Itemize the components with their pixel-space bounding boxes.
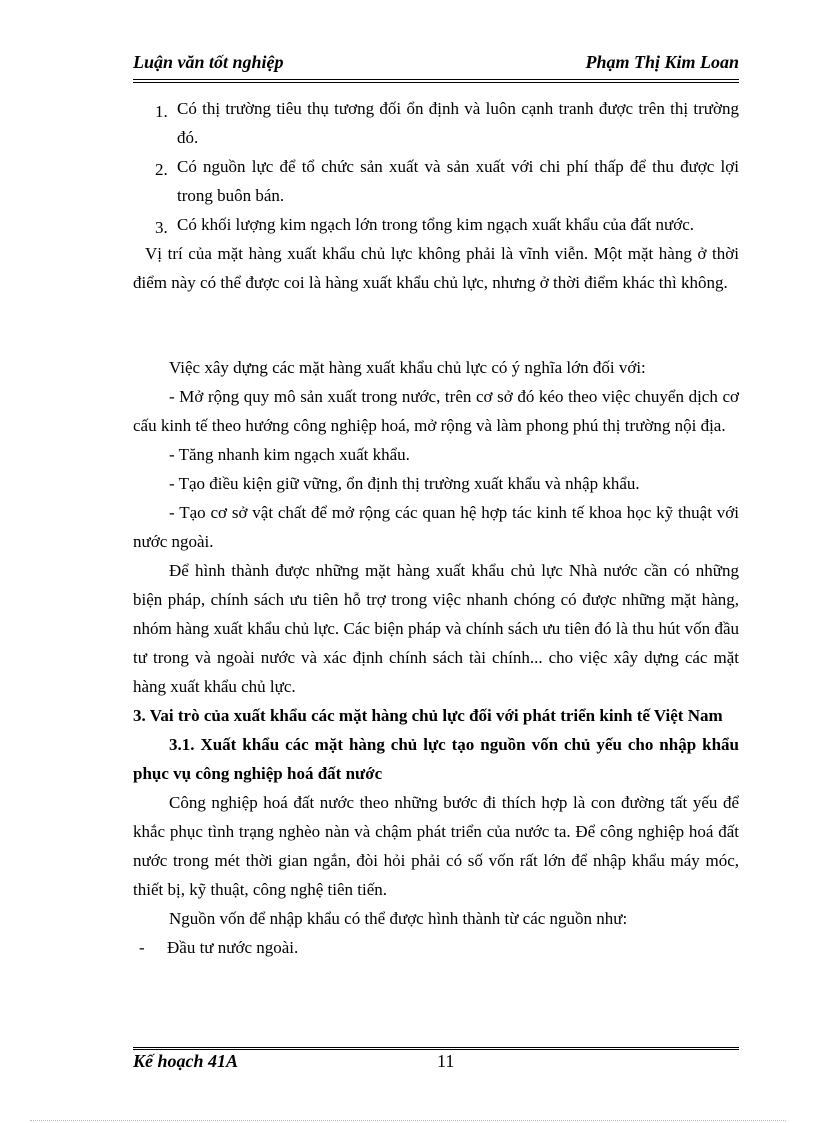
list-text: Có nguồn lực để tổ chức sản xuất và sản xuất với chi phí thấp để thu được lợi trong buôn bán. bbox=[177, 157, 739, 205]
page-header bbox=[133, 52, 739, 78]
footer-left: Kế hoạch 41A bbox=[133, 1051, 239, 1071]
page-edge-divider bbox=[30, 1120, 786, 1121]
bullet-item: - Tạo điều kiện giữ vững, ổn định thị trường xuất khẩu và nhập khẩu. bbox=[169, 474, 640, 493]
bullet-item: - Mở rộng quy mô sản xuất trong nước, trên cơ sở đó kéo theo việc chuyển dịch cơ cấu kinh tế theo hướng công nghiệp hoá, mở rộng và làm phong phú thị trường nội địa. bbox=[133, 387, 739, 435]
header-rule-secondary bbox=[133, 82, 739, 83]
footer-rule bbox=[133, 1047, 739, 1048]
footer-rule-secondary bbox=[133, 1049, 739, 1050]
document-body bbox=[133, 94, 739, 962]
paragraph: Công nghiệp hoá đất nước theo những bước đi thích hợp là con đường tất yếu để khắc phục tình trạng nghèo nàn và chậm phát triển của nước ta. Để công nghiệp hoá đất nước trong mét thời gian ngắn, đòi hỏi phải có số vốn rất lớn để nhập khẩu máy móc, thiết bị, kỹ thuật, công nghệ tiên tiến. bbox=[133, 793, 739, 899]
list-text: Có thị trường tiêu thụ tương đối ổn định và luôn cạnh tranh được trên thị trường đó. bbox=[177, 99, 739, 147]
bullet-item: - Tạo cơ sở vật chất để mở rộng các quan hệ hợp tác kinh tế khoa học kỹ thuật với nước ngoài. bbox=[133, 503, 739, 551]
paragraph: Vị trí của mặt hàng xuất khẩu chủ lực không phải là vĩnh viễn. Một mặt hàng ở thời điểm này có thể được coi là hàng xuất khẩu chủ lực, nhưng ở thời điểm khác thì không. bbox=[133, 244, 739, 292]
spacer bbox=[133, 297, 739, 353]
header-rule bbox=[133, 79, 739, 80]
list-item bbox=[133, 210, 739, 239]
bullet-item: - Tăng nhanh kim ngạch xuất khẩu. bbox=[169, 445, 410, 464]
dash-marker: - bbox=[139, 938, 145, 957]
list-item bbox=[133, 152, 739, 210]
list-item bbox=[133, 94, 739, 152]
list-text: Có khối lượng kim ngạch lớn trong tổng kim ngạch xuất khẩu của đất nước. bbox=[177, 215, 695, 234]
header-right: Phạm Thị Kim Loan bbox=[585, 52, 739, 72]
list-number: 1. bbox=[155, 102, 168, 121]
dash-text: Đầu tư nước ngoài. bbox=[167, 938, 299, 957]
list-number: 3. bbox=[155, 218, 168, 237]
section-heading: 3. Vai trò của xuất khẩu các mặt hàng chủ lực đối với phát triển kinh tế Việt Nam bbox=[133, 706, 723, 725]
dash-item bbox=[133, 933, 739, 962]
subsection-heading: 3.1. Xuất khẩu các mặt hàng chủ lực tạo nguồn vốn chủ yếu cho nhập khẩu phục vụ công nghiệp hoá đất nước bbox=[133, 735, 739, 783]
paragraph: Để hình thành được những mặt hàng xuất khẩu chủ lực Nhà nước cần có những biện pháp, chính sách ưu tiên hỗ trợ trong việc nhanh chóng có được những mặt hàng, nhóm hàng xuất khẩu chủ lực. Các biện pháp và chính sách ưu tiên đó là thu hút vốn đầu tư trong và ngoài nước và xác định chính sách tài chính... cho việc xây dựng các mặt hàng xuất khẩu chủ lực. bbox=[133, 561, 739, 696]
page-number: 11 bbox=[437, 1051, 455, 1071]
paragraph: Việc xây dựng các mặt hàng xuất khẩu chủ lực có ý nghĩa lớn đối với: bbox=[169, 358, 646, 377]
list-number: 2. bbox=[155, 160, 168, 179]
header-left: Luận văn tốt nghiệp bbox=[133, 52, 284, 72]
paragraph: Nguồn vốn để nhập khẩu có thể được hình thành từ các nguồn như: bbox=[169, 909, 628, 928]
